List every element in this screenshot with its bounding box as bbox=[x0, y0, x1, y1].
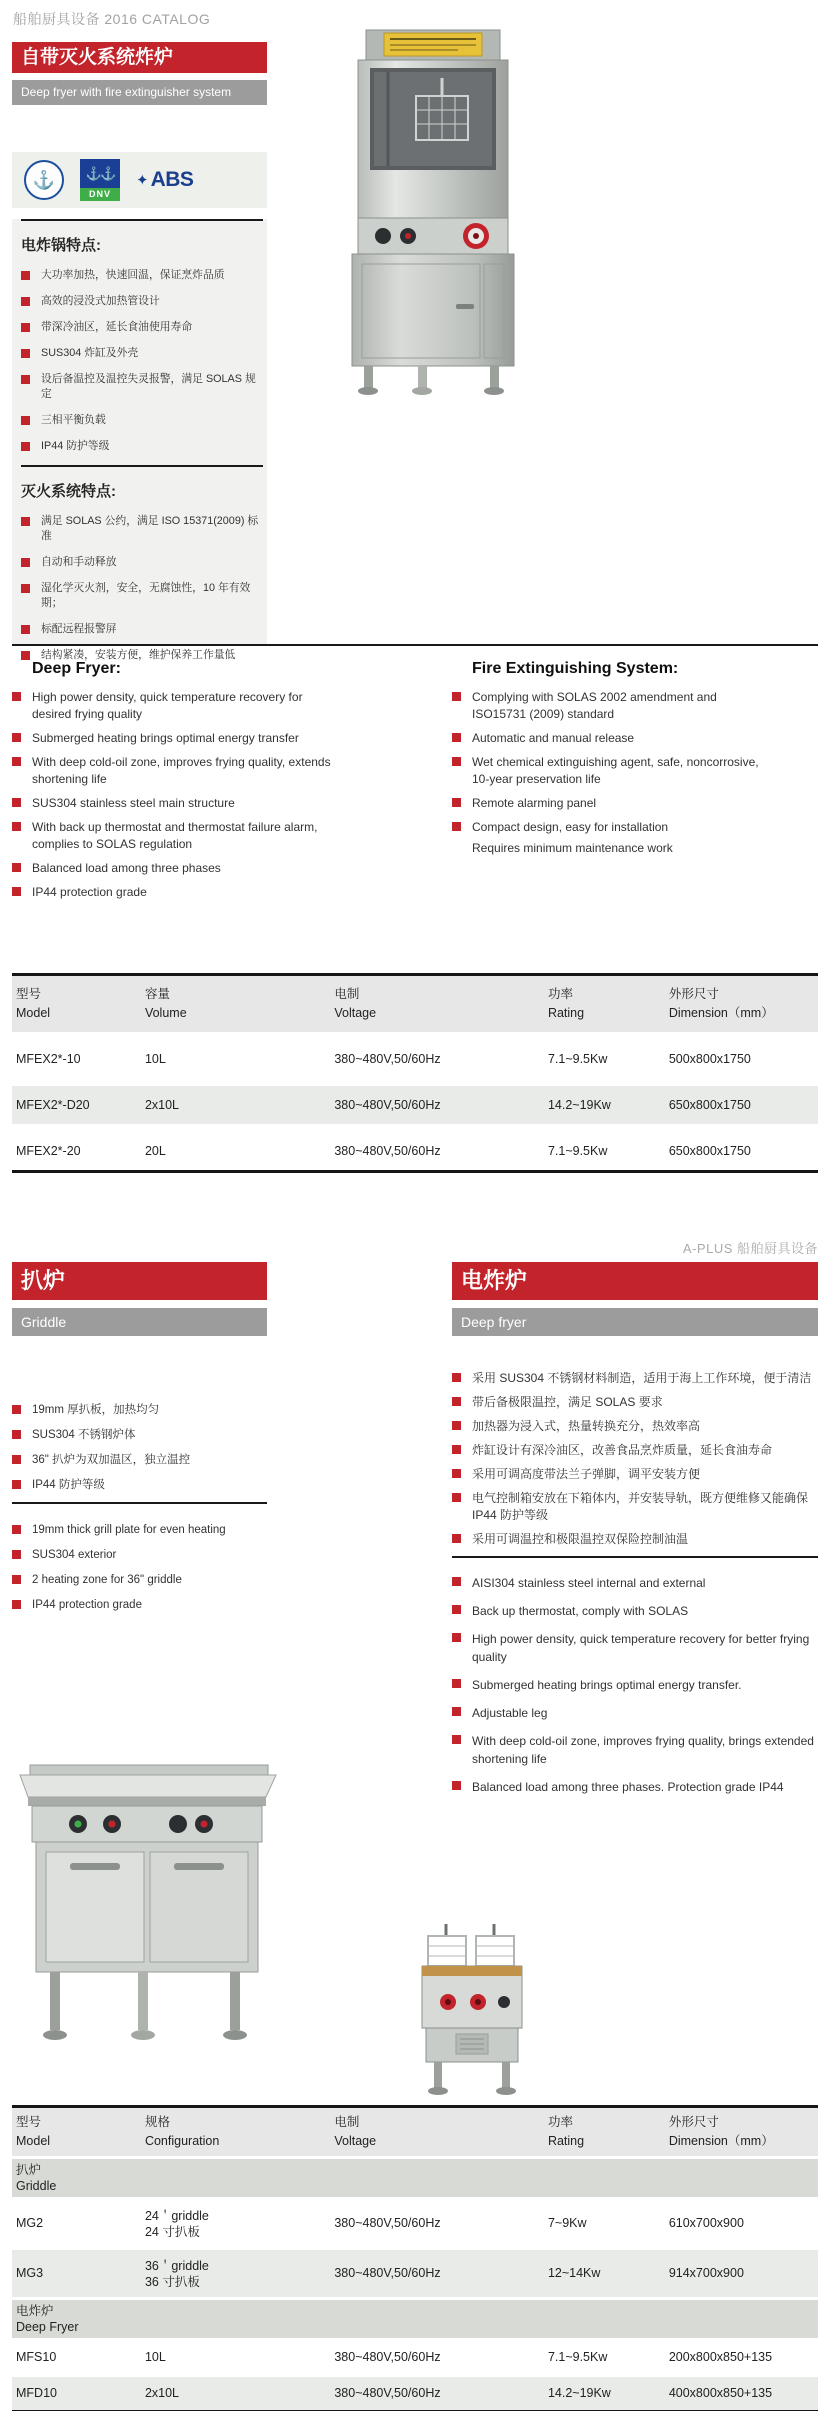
maintenance-note: Requires minimum maintenance work bbox=[472, 841, 673, 855]
bullet-square-icon bbox=[452, 1397, 461, 1406]
feature-text: 湿化学灭火剂，安全，无腐蚀性，10 年有效期； bbox=[41, 582, 251, 609]
list-item bbox=[452, 1676, 818, 1694]
feature-text: Submerged heating brings optimal energy transfer bbox=[32, 731, 299, 745]
bullet-square-icon bbox=[452, 1469, 461, 1478]
feature-text: IP44 防护等级 bbox=[41, 440, 110, 452]
bullet-square-icon bbox=[12, 1550, 21, 1559]
deep-fryer-en-heading: Deep Fryer: bbox=[32, 660, 121, 677]
bullet-square-icon bbox=[12, 757, 21, 766]
divider-line bbox=[21, 465, 263, 467]
fryer-features-cn-list bbox=[21, 268, 263, 454]
bullet-square-icon bbox=[452, 1445, 461, 1454]
abs-label: ABS bbox=[150, 168, 194, 191]
list-item bbox=[12, 860, 332, 877]
column-header-voltage: 电制 Voltage bbox=[334, 987, 377, 1020]
table-row bbox=[12, 2250, 818, 2300]
cell-model: MFEX2*-10 bbox=[16, 1051, 81, 1066]
list-item bbox=[452, 819, 772, 836]
ext-features-cn-list bbox=[21, 514, 263, 663]
feature-text: Compact design, easy for installation bbox=[472, 820, 669, 834]
product1-spec-table bbox=[12, 973, 818, 1173]
bullet-square-icon bbox=[21, 625, 30, 634]
cell-model: MFD10 bbox=[16, 2386, 57, 2400]
section2-spec-table bbox=[12, 2105, 818, 2411]
cell-model: MG3 bbox=[16, 2266, 44, 2280]
hood bbox=[366, 30, 500, 60]
bullet-square-icon bbox=[21, 297, 30, 306]
bullet-square-icon bbox=[12, 887, 21, 896]
bullet-square-icon bbox=[21, 375, 30, 384]
list-item bbox=[12, 730, 332, 747]
griddle-section bbox=[12, 1262, 267, 1622]
list-item bbox=[21, 268, 263, 283]
bullet-square-icon bbox=[21, 584, 30, 593]
feature-text: 带后备极限温控，满足 SOLAS 要求 bbox=[472, 1395, 663, 1409]
list-item bbox=[21, 320, 263, 335]
list-item bbox=[12, 1572, 267, 1588]
cabinet bbox=[36, 1842, 258, 1972]
list-item bbox=[452, 689, 772, 723]
table-section-fryer: 电炸炉 Deep Fryer bbox=[12, 2300, 818, 2341]
cell-voltage: 380~480V,50/60Hz bbox=[334, 2386, 441, 2400]
feature-text: SUS304 stainless steel main structure bbox=[32, 796, 235, 810]
feature-text: Complying with SOLAS 2002 amendment and ISO15731 (2009) standard bbox=[472, 690, 717, 721]
bullet-square-icon bbox=[21, 349, 30, 358]
feature-text: High power density, quick temperature recovery for desired frying quality bbox=[32, 690, 303, 721]
bullet-square-icon bbox=[452, 1605, 461, 1614]
feature-text: 19mm 厚扒板，加热均匀 bbox=[32, 1404, 160, 1416]
cell-volume: 20L bbox=[144, 1143, 166, 1158]
bullet-square-icon bbox=[21, 517, 30, 526]
bullet-square-icon bbox=[452, 1534, 461, 1543]
bullet-square-icon bbox=[12, 798, 21, 807]
cell-dimension: 914x700x900 bbox=[668, 2266, 744, 2280]
feature-text: 采用 SUS304 不锈钢材料制造，适用于海上工作环境，便于清洁 bbox=[472, 1371, 812, 1385]
cell-dimension: 650x800x1750 bbox=[668, 1097, 751, 1112]
cell-volume: 10L bbox=[144, 1051, 166, 1066]
list-item bbox=[452, 1370, 818, 1387]
feature-text: High power density, quick temperature recovery for better frying quality bbox=[472, 1632, 810, 1664]
product1-title-en: Deep fryer with fire extinguisher system bbox=[12, 80, 267, 105]
feature-text: 加热器为浸入式，热量转换充分，热效率高 bbox=[472, 1419, 701, 1433]
list-item bbox=[452, 1630, 818, 1666]
list-item bbox=[21, 439, 263, 454]
feature-text: AISI304 stainless steel internal and external bbox=[472, 1576, 706, 1590]
feature-text: SUS304 不锈钢炉体 bbox=[32, 1429, 136, 1441]
feature-text: 设后备温控及温控失灵报警，满足 SOLAS 规定 bbox=[41, 373, 256, 400]
list-item bbox=[12, 1402, 267, 1418]
table-row bbox=[12, 1040, 818, 1078]
feature-text: Balanced load among three phases. Protection grade IP44 bbox=[472, 1780, 784, 1794]
bullet-square-icon bbox=[12, 1430, 21, 1439]
bullet-square-icon bbox=[12, 733, 21, 742]
dnv-anchors-icon: ⚓ ⚓ bbox=[80, 159, 120, 188]
bullet-square-icon bbox=[21, 271, 30, 280]
list-item bbox=[21, 346, 263, 361]
bullet-square-icon bbox=[452, 1633, 461, 1642]
cell-rating: 7.1~9.5Kw bbox=[547, 2350, 608, 2364]
list-item bbox=[452, 1466, 818, 1483]
list-item bbox=[21, 372, 263, 402]
list-item bbox=[452, 1778, 818, 1796]
table-row bbox=[12, 1132, 818, 1170]
list-item bbox=[12, 884, 332, 901]
column-header-rating: 功率 Rating bbox=[547, 987, 585, 1020]
cell-rating: 12~14Kw bbox=[547, 2266, 601, 2280]
feature-text: 带深冷油区，延长食油使用寿命 bbox=[41, 321, 193, 333]
fryer-features-cn-heading: 电炸锅特点: bbox=[21, 237, 101, 254]
feature-text: IP44 protection grade bbox=[32, 1599, 142, 1611]
list-item bbox=[452, 1704, 818, 1722]
cell-rating: 7.1~9.5Kw bbox=[547, 1143, 608, 1158]
column-header-dimension: 外形尺寸 Dimension（mm） bbox=[668, 2115, 774, 2148]
bullet-square-icon bbox=[452, 1735, 461, 1744]
cell-voltage: 380~480V,50/60Hz bbox=[334, 2216, 441, 2230]
griddle-title-cn: 扒炉 bbox=[12, 1262, 267, 1300]
divider-line bbox=[21, 219, 263, 221]
griddle-features-en-list bbox=[12, 1522, 267, 1613]
feature-text: 大功率加热，快速回温，保证烹炸品质 bbox=[41, 269, 225, 281]
list-item bbox=[452, 1732, 818, 1768]
feature-text: 标配远程报警屏 bbox=[41, 623, 117, 635]
bullet-square-icon bbox=[21, 416, 30, 425]
legs bbox=[358, 366, 504, 395]
ext-features-cn-heading: 灭火系统特点: bbox=[21, 483, 116, 500]
list-item bbox=[12, 1522, 267, 1538]
cell-dimension: 400x800x850+135 bbox=[668, 2386, 773, 2400]
feature-text: 炸缸设计有深冷油区，改善食品烹炸质量，延长食油寿命 bbox=[472, 1443, 773, 1457]
bullet-square-icon bbox=[452, 1373, 461, 1382]
bullet-square-icon bbox=[452, 1781, 461, 1790]
body bbox=[422, 1966, 522, 2028]
list-item bbox=[452, 1418, 818, 1435]
deep-fryer-en-section bbox=[12, 660, 332, 908]
feature-text: 满足 SOLAS 公约，满足 ISO 15371(2009) 标准 bbox=[41, 515, 259, 542]
fire-extinguishing-en-section bbox=[452, 660, 772, 855]
baskets bbox=[428, 1924, 514, 1966]
bullet-square-icon bbox=[12, 1405, 21, 1414]
list-item bbox=[12, 1477, 267, 1493]
feature-text: Adjustable leg bbox=[472, 1706, 548, 1720]
list-item bbox=[12, 795, 332, 812]
cell-configuration: 2x10L bbox=[144, 2386, 180, 2400]
list-item bbox=[12, 754, 332, 788]
electric-fryer-section bbox=[452, 1262, 818, 1806]
feature-text: 高效的浸没式加热管设计 bbox=[41, 295, 160, 307]
lower-cabinet bbox=[426, 2028, 518, 2062]
feature-text: 采用可调温控和极限温控双保险控制油温 bbox=[472, 1532, 689, 1546]
bullet-square-icon bbox=[12, 1525, 21, 1534]
list-item bbox=[12, 1597, 267, 1613]
electric-fryer-features-en-list bbox=[452, 1574, 818, 1796]
electric-fryer-features-cn-list bbox=[452, 1370, 818, 1548]
divider-line bbox=[12, 1502, 267, 1504]
feature-text: With deep cold-oil zone, improves frying quality, brings extended shortening life bbox=[472, 1734, 814, 1766]
feature-text: Balanced load among three phases bbox=[32, 861, 221, 875]
feature-text: With back up thermostat and thermostat failure alarm, complies to SOLAS regulation bbox=[32, 820, 318, 851]
product-photo-griddle bbox=[8, 1735, 283, 2065]
abs-eagle-icon: ✦ bbox=[136, 172, 149, 189]
list-item bbox=[452, 1490, 818, 1524]
bullet-square-icon bbox=[12, 1575, 21, 1584]
feature-text: 36" 扒炉为双加温区，独立温控 bbox=[32, 1454, 191, 1466]
feature-text: With deep cold-oil zone, improves frying quality, extends shortening life bbox=[32, 755, 331, 786]
bullet-square-icon bbox=[452, 1493, 461, 1502]
list-item bbox=[21, 514, 263, 544]
bullet-square-icon bbox=[21, 651, 30, 660]
list-item bbox=[21, 622, 263, 637]
bullet-square-icon bbox=[452, 1577, 461, 1586]
table-header-row bbox=[12, 976, 818, 1032]
cell-voltage: 380~480V,50/60Hz bbox=[334, 1097, 441, 1112]
feature-text: 结构紧凑，安装方便，维护保养工作量低 bbox=[41, 649, 236, 661]
list-item bbox=[452, 1602, 818, 1620]
legs bbox=[43, 1972, 247, 2040]
product1-title-cn: 自带灭火系统炸炉 bbox=[12, 42, 267, 73]
cell-volume: 2x10L bbox=[144, 1097, 180, 1112]
legs bbox=[428, 2062, 516, 2095]
cell-voltage: 380~480V,50/60Hz bbox=[334, 2350, 441, 2364]
cell-dimension: 650x800x1750 bbox=[668, 1143, 751, 1158]
list-item bbox=[452, 754, 772, 788]
bullet-square-icon bbox=[452, 692, 461, 701]
feature-text: SUS304 炸缸及外壳 bbox=[41, 347, 139, 359]
bullet-square-icon bbox=[12, 1480, 21, 1489]
feature-text: Remote alarming panel bbox=[472, 796, 597, 810]
list-item bbox=[452, 1442, 818, 1459]
cell-rating: 7~9Kw bbox=[547, 2216, 587, 2230]
column-header-rating: 功率 Rating bbox=[547, 2115, 585, 2148]
cell-model: MFEX2*-D20 bbox=[16, 1097, 90, 1112]
list-item bbox=[21, 555, 263, 570]
bullet-square-icon bbox=[21, 558, 30, 567]
bullet-square-icon bbox=[452, 1679, 461, 1688]
cell-configuration: 10L bbox=[144, 2350, 166, 2364]
cell-voltage: 380~480V,50/60Hz bbox=[334, 1051, 441, 1066]
upper-body bbox=[358, 60, 508, 218]
cabinet bbox=[352, 254, 514, 366]
dnv-label: DNV bbox=[80, 188, 120, 201]
feature-text: IP44 防护等级 bbox=[32, 1479, 105, 1491]
column-header-volume: 容量 Volume bbox=[144, 987, 187, 1020]
cell-model: MFEX2*-20 bbox=[16, 1143, 81, 1158]
bullet-square-icon bbox=[452, 1421, 461, 1430]
cell-rating: 14.2~19Kw bbox=[547, 2386, 611, 2400]
griddle-top bbox=[20, 1765, 276, 1806]
list-item bbox=[12, 1452, 267, 1468]
cell-voltage: 380~480V,50/60Hz bbox=[334, 1143, 441, 1158]
feature-text: 19mm thick grill plate for even heating bbox=[32, 1524, 226, 1536]
column-header-dimension: 外形尺寸 Dimension（mm） bbox=[668, 987, 774, 1020]
table-row bbox=[12, 2341, 818, 2377]
feature-text: 电气控制箱安放在下箱体内，并安装导轨，既方便维修又能确保 IP44 防护等级 bbox=[472, 1491, 809, 1522]
abs-logo-icon bbox=[136, 168, 193, 192]
list-item bbox=[21, 413, 263, 428]
feature-text: 自动和手动释放 bbox=[41, 556, 117, 568]
column-header-voltage: 电制 Voltage bbox=[334, 2115, 377, 2148]
table-section-griddle: 扒炉 Griddle bbox=[12, 2159, 818, 2200]
product1-info-column bbox=[12, 42, 267, 661]
cell-dimension: 200x800x850+135 bbox=[668, 2350, 773, 2364]
list-item bbox=[12, 819, 332, 853]
griddle-features-cn-list bbox=[12, 1402, 267, 1493]
list-item bbox=[452, 795, 772, 812]
feature-text: Automatic and manual release bbox=[472, 731, 635, 745]
cell-rating: 14.2~19Kw bbox=[547, 1097, 611, 1112]
dnv-logo-icon bbox=[80, 159, 120, 201]
cell-configuration: 36＇griddle 36 寸扒板 bbox=[144, 2258, 209, 2289]
bullet-square-icon bbox=[12, 1600, 21, 1609]
product-photo-fryer-with-extinguisher bbox=[298, 26, 565, 398]
product-photo-electric-fryer bbox=[378, 1922, 568, 2100]
column-header-model: 型号 Model bbox=[16, 987, 51, 1020]
cell-model: MG2 bbox=[16, 2216, 44, 2230]
bullet-square-icon bbox=[452, 757, 461, 766]
feature-text: Back up thermostat, comply with SOLAS bbox=[472, 1604, 689, 1618]
brand-note: A-PLUS 船舶厨具设备 bbox=[682, 1241, 818, 1256]
certification-logos bbox=[12, 152, 267, 208]
feature-text: 三相平衡负载 bbox=[41, 414, 106, 426]
list-item bbox=[12, 689, 332, 723]
feature-text: Submerged heating brings optimal energy transfer. bbox=[472, 1678, 742, 1692]
table-header-row bbox=[12, 2108, 818, 2159]
feature-text: 2 heating zone for 36" griddle bbox=[32, 1574, 182, 1586]
column-header-model: 型号 Model bbox=[16, 2115, 51, 2148]
cell-configuration: 24＇griddle 24 寸扒板 bbox=[144, 2208, 209, 2239]
table-row bbox=[12, 1086, 818, 1124]
fire-extinguishing-en-heading: Fire Extinguishing System: bbox=[472, 660, 679, 677]
list-item bbox=[452, 730, 772, 747]
table-row bbox=[12, 2200, 818, 2250]
electric-fryer-title-en: Deep fryer bbox=[452, 1308, 818, 1336]
feature-text: 采用可调高度带法兰子弹脚，调平安装方便 bbox=[472, 1467, 701, 1481]
list-item bbox=[452, 1394, 818, 1411]
bullet-square-icon bbox=[452, 733, 461, 742]
cell-model: MFS10 bbox=[16, 2350, 57, 2364]
divider-line bbox=[452, 1556, 818, 1558]
list-item bbox=[12, 1427, 267, 1443]
bullet-square-icon bbox=[21, 442, 30, 451]
fire-extinguishing-en-list bbox=[452, 689, 772, 836]
cell-voltage: 380~480V,50/60Hz bbox=[334, 2266, 441, 2280]
feature-text: Wet chemical extinguishing agent, safe, noncorrosive, 10-year preservation life bbox=[472, 755, 759, 786]
control-panel bbox=[358, 218, 508, 254]
cell-rating: 7.1~9.5Kw bbox=[547, 1051, 608, 1066]
bullet-square-icon bbox=[12, 863, 21, 872]
bullet-square-icon bbox=[21, 323, 30, 332]
cell-dimension: 500x800x1750 bbox=[668, 1051, 751, 1066]
list-item bbox=[452, 1574, 818, 1592]
list-item bbox=[12, 1547, 267, 1563]
electric-fryer-title-cn: 电炸炉 bbox=[452, 1262, 818, 1300]
bullet-square-icon bbox=[12, 822, 21, 831]
ccs-logo-icon: ⚓ bbox=[24, 160, 64, 200]
bullet-square-icon bbox=[452, 798, 461, 807]
griddle-title-en: Griddle bbox=[12, 1308, 267, 1336]
bullet-square-icon bbox=[452, 1707, 461, 1716]
table-row bbox=[12, 2377, 818, 2410]
bullet-square-icon bbox=[12, 692, 21, 701]
bullet-square-icon bbox=[452, 822, 461, 831]
column-header-configuration: 规格 Configuration bbox=[144, 2115, 220, 2148]
cell-dimension: 610x700x900 bbox=[668, 2216, 744, 2230]
catalog-header: 船舶厨具设备 2016 CATALOG bbox=[13, 11, 211, 27]
feature-text: SUS304 exterior bbox=[32, 1549, 117, 1561]
feature-text: IP44 protection grade bbox=[32, 885, 147, 899]
section-divider-line bbox=[12, 644, 818, 646]
control-band bbox=[32, 1806, 262, 1842]
bullet-square-icon bbox=[12, 1455, 21, 1464]
list-item bbox=[21, 294, 263, 309]
list-item bbox=[452, 1531, 818, 1548]
list-item bbox=[21, 581, 263, 611]
product1-features-panel bbox=[12, 219, 267, 661]
deep-fryer-en-list bbox=[12, 689, 332, 901]
